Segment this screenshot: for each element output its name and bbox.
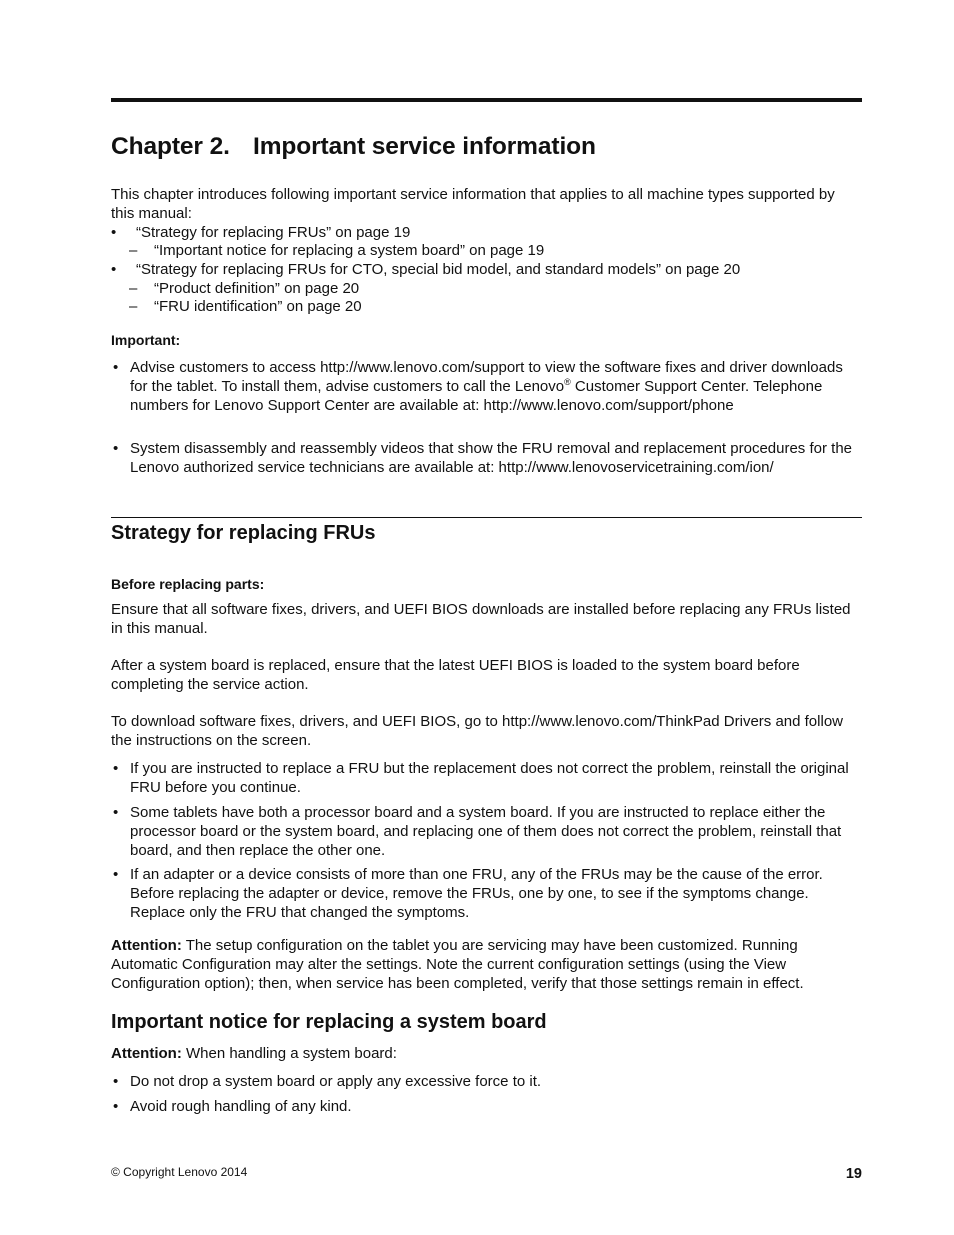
list-bullet: • (113, 359, 119, 376)
list-bullet: • (113, 804, 119, 821)
paragraph: Ensure that all software fixes, drivers, and UEFI BIOS downloads are installed before replacing any FRUs listed in this manual. (111, 601, 851, 637)
chapter-rule (111, 98, 862, 102)
section-heading: Important notice for replacing a system board (111, 1011, 547, 1033)
list-item: Avoid rough handling of any kind. (130, 1098, 352, 1115)
intro-paragraph: This chapter introduces following important service information that applies to all machine types supported by this manual: (111, 186, 835, 222)
important-item: System disassembly and reassembly videos that show the FRU removal and replacement procedures for the Lenovo authorized service technicians are available at: http://www.lenovoservicetraining.com/ion/ (130, 440, 852, 476)
toc-link[interactable]: “Product definition” on page 20 (154, 280, 360, 297)
section-heading: Strategy for replacing FRUs (111, 522, 376, 544)
toc-link[interactable]: “Strategy for replacing FRUs” on page 19 (136, 224, 411, 241)
attention-paragraph: Attention: When handling a system board: (111, 1045, 397, 1062)
paragraph: To download software fixes, drivers, and UEFI BIOS, go to http://www.lenovo.com/ThinkPad Drivers and follow the instructions on the screen. (111, 713, 843, 749)
important-item: Advise customers to access http://www.lenovo.com/support to view the software fixes and driver downloads for the tablet. To install them, advise customers to call the Lenovo® Customer Support Center. Telephone numbers for Lenovo Support Center are available at: http://www.lenovo.com/support/phone (130, 359, 843, 414)
list-item: Do not drop a system board or apply any excessive force to it. (130, 1073, 542, 1090)
chapter-title: Important service information (253, 133, 596, 160)
list-bullet: • (113, 440, 119, 457)
important-label: Important: (111, 332, 181, 348)
list-bullet: • (113, 1073, 119, 1090)
toc-bullet: – (129, 280, 138, 297)
toc-bullet: – (129, 242, 138, 259)
toc-link[interactable]: “Important notice for replacing a system board” on page 19 (154, 242, 545, 259)
attention-label: Attention: (111, 1045, 182, 1062)
chapter-heading (111, 133, 596, 161)
copyright: © Copyright Lenovo 2014 (111, 1165, 248, 1179)
list-bullet: • (113, 866, 119, 883)
toc-link[interactable]: “Strategy for replacing FRUs for CTO, special bid model, and standard models” on page 20 (136, 261, 741, 278)
attention-paragraph: Attention: The setup configuration on the tablet you are servicing may have been customized. Running Automatic Configuration may alter the settings. Note the current configuration settings (using the View Configuration option); then, when service has been completed, verify that those settings remain in effect. (111, 937, 804, 992)
paragraph: After a system board is replaced, ensure that the latest UEFI BIOS is loaded to the system board before completing the service action. (111, 657, 800, 693)
toc-link[interactable]: “FRU identification” on page 20 (154, 298, 362, 315)
list-bullet: • (113, 1098, 119, 1115)
list-item: If you are instructed to replace a FRU but the replacement does not correct the problem, reinstall the original FRU before you continue. (130, 760, 849, 796)
list-item: If an adapter or a device consists of more than one FRU, any of the FRUs may be the cause of the error. Before replacing the adapter or device, remove the FRUs, one by one, to see if the symptoms change. Replace only the FRU that changed the symptoms. (130, 866, 823, 921)
toc-bullet: • (111, 261, 117, 278)
section-rule (111, 517, 862, 518)
attention-label: Attention: (111, 937, 182, 954)
toc-bullet: • (111, 224, 117, 241)
list-bullet: • (113, 760, 119, 777)
page-number: 19 (845, 1166, 862, 1182)
list-item: Some tablets have both a processor board and a system board. If you are instructed to replace either the processor board or the system board, and replacing one of them does not correct the problem, reinstall that board, and then replace the other one. (130, 804, 842, 859)
before-label: Before replacing parts: (111, 576, 265, 592)
toc-bullet: – (129, 298, 138, 315)
chapter-number: Chapter 2. (111, 133, 230, 160)
